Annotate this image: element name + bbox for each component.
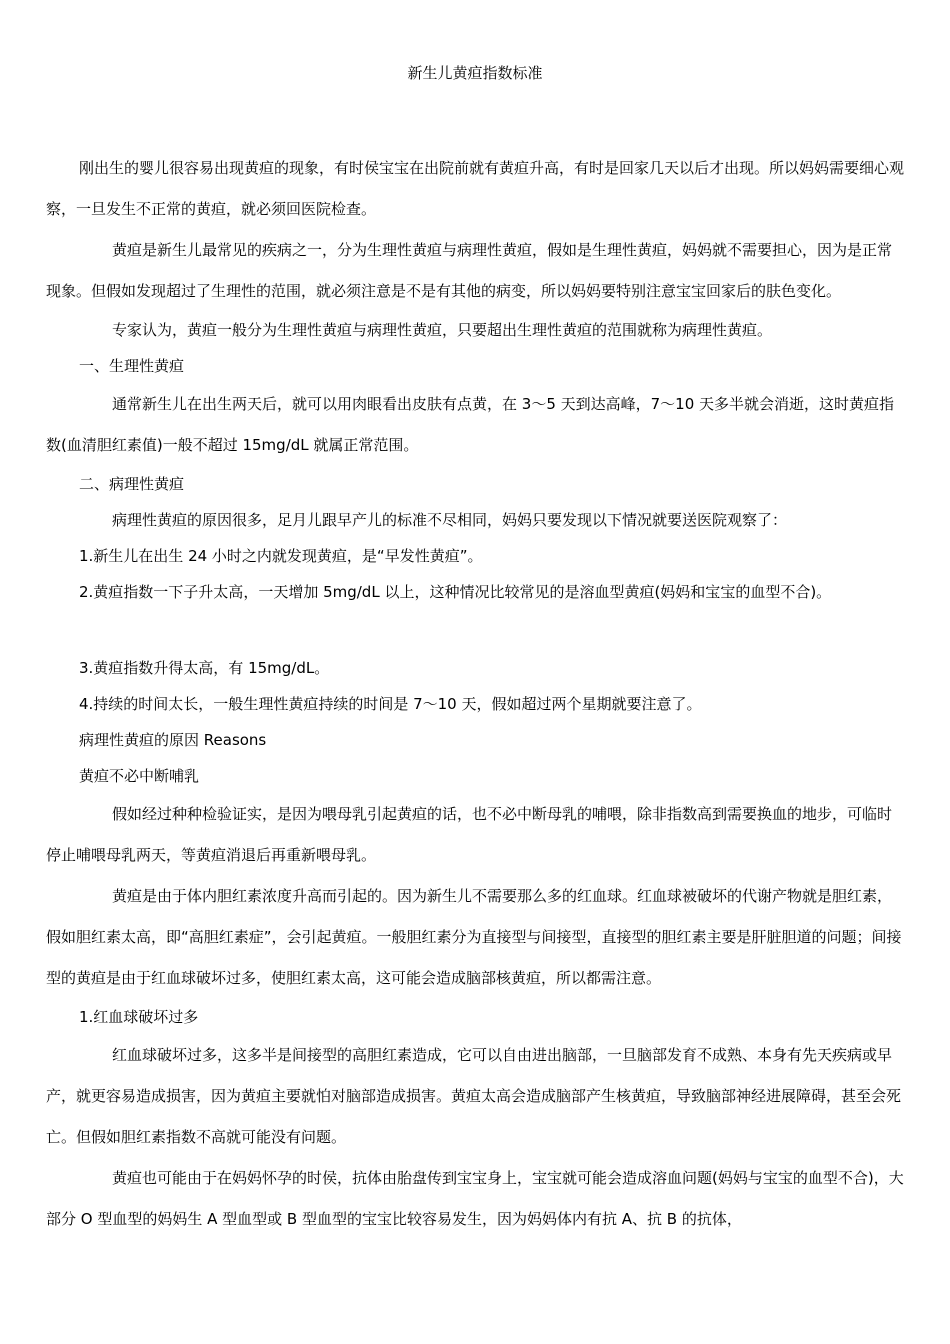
paragraph-red-blood-cells: 红血球破坏过多，这多半是间接型的高胆红素造成，它可以自由进出脑部，一旦脑部发育不成熟、本身有先天疾病或早产，就更容易造成损害，因为黄疸主要就怕对脑部造成损害。黄疸太高会造成脑部产生核黄疸，导致脑部神经进展障碍，甚至会死亡。但假如胆红素指数不高就可能没有问题。: [46, 1046, 902, 1146]
paragraph-intro: 刚出生的婴儿很容易出现黄疸的现象，有时侯宝宝在出院前就有黄疸升高，有时是回家几天以后才出现。所以妈妈需要细心观察，一旦发生不正常的黄疸，就必须回医院检查。: [46, 159, 905, 218]
paragraph-breastfeeding: 假如经过种种检验证实，是因为喂母乳引起黄疸的话，也不必中断母乳的哺喂，除非指数高到需要换血的地步，可临时停止哺喂母乳两天，等黄疸消退后再重新喂母乳。: [46, 805, 893, 864]
paragraph-physiological: 通常新生儿在出生两天后，就可以用肉眼看出皮肤有点黄，在 3～5 天到达高峰，7～10 天多半就会消逝，这时黄疸指数(血清胆红素值)一般不超过 15mg/dL 就属正常范围。: [46, 395, 895, 454]
blank-line: [46, 610, 906, 650]
list-item: 3.黄疸指数升得太高，有 15mg/dL。: [79, 659, 330, 677]
paragraph-blood-type: 黄疸也可能由于在妈妈怀孕的时侯，抗体由胎盘传到宝宝身上，宝宝就可能会造成溶血问题(妈妈与宝宝的血型不合)，大部分 O 型血型的妈妈生 A 型血型或 B 型血型的宝宝比较容易发生，因为妈妈体内有抗 A、抗 B 的抗体，: [46, 1169, 904, 1228]
list-item: 2.黄疸指数一下子升太高，一天增加 5mg/dL 以上，这种情况比较常见的是溶血型黄疸(妈妈和宝宝的血型不合)。: [79, 583, 832, 601]
heading-physiological: 一、生理性黄疸: [79, 357, 185, 375]
paragraph-expert: 专家认为，黄疸一般分为生理性黄疸与病理性黄疸，只要超出生理性黄疸的范围就称为病理性黄疸。: [112, 321, 773, 339]
list-item: 4.持续的时间太长，一般生理性黄疸持续的时间是 7～10 天，假如超过两个星期就要注意了。: [79, 695, 702, 713]
heading-pathological: 二、病理性黄疸: [79, 475, 185, 493]
document-title: 新生儿黄疸指数标准: [407, 64, 543, 82]
paragraph-bilirubin: 黄疸是由于体内胆红素浓度升高而引起的。因为新生儿不需要那么多的红血球。红血球被破坏的代谢产物就是胆红素，假如胆红素太高，即“高胆红素症”，会引起黄疸。一般胆红素分为直接型与间接型，直接型的胆红素主要是肝脏胆道的问题；间接型的黄疸是由于红血球破坏过多，使胆红素太高，这可能会造成脑部核黄疸，所以都需注意。: [46, 887, 902, 987]
paragraph-pathological: 病理性黄疸的原因很多，足月儿跟早产儿的标准不尽相同，妈妈只要发现以下情况就要送医院观察了：: [112, 511, 788, 529]
heading-breastfeeding: 黄疸不必中断哺乳: [79, 767, 200, 785]
list-item: 1.新生儿在出生 24 小时之内就发现黄疸，是“早发性黄疸”。: [79, 547, 483, 565]
document-body: [46, 148, 906, 1240]
heading-reasons: 病理性黄疸的原因 Reasons: [79, 731, 267, 749]
heading-red-blood-cells: 1.红血球破坏过多: [79, 1008, 199, 1026]
paragraph-definition: 黄疸是新生儿最常见的疾病之一，分为生理性黄疸与病理性黄疸，假如是生理性黄疸，妈妈就不需要担心，因为是正常现象。但假如发现超过了生理性的范围，就必须注意是不是有其他的病变，所以妈妈要特别注意宝宝回家后的肤色变化。: [46, 241, 893, 300]
